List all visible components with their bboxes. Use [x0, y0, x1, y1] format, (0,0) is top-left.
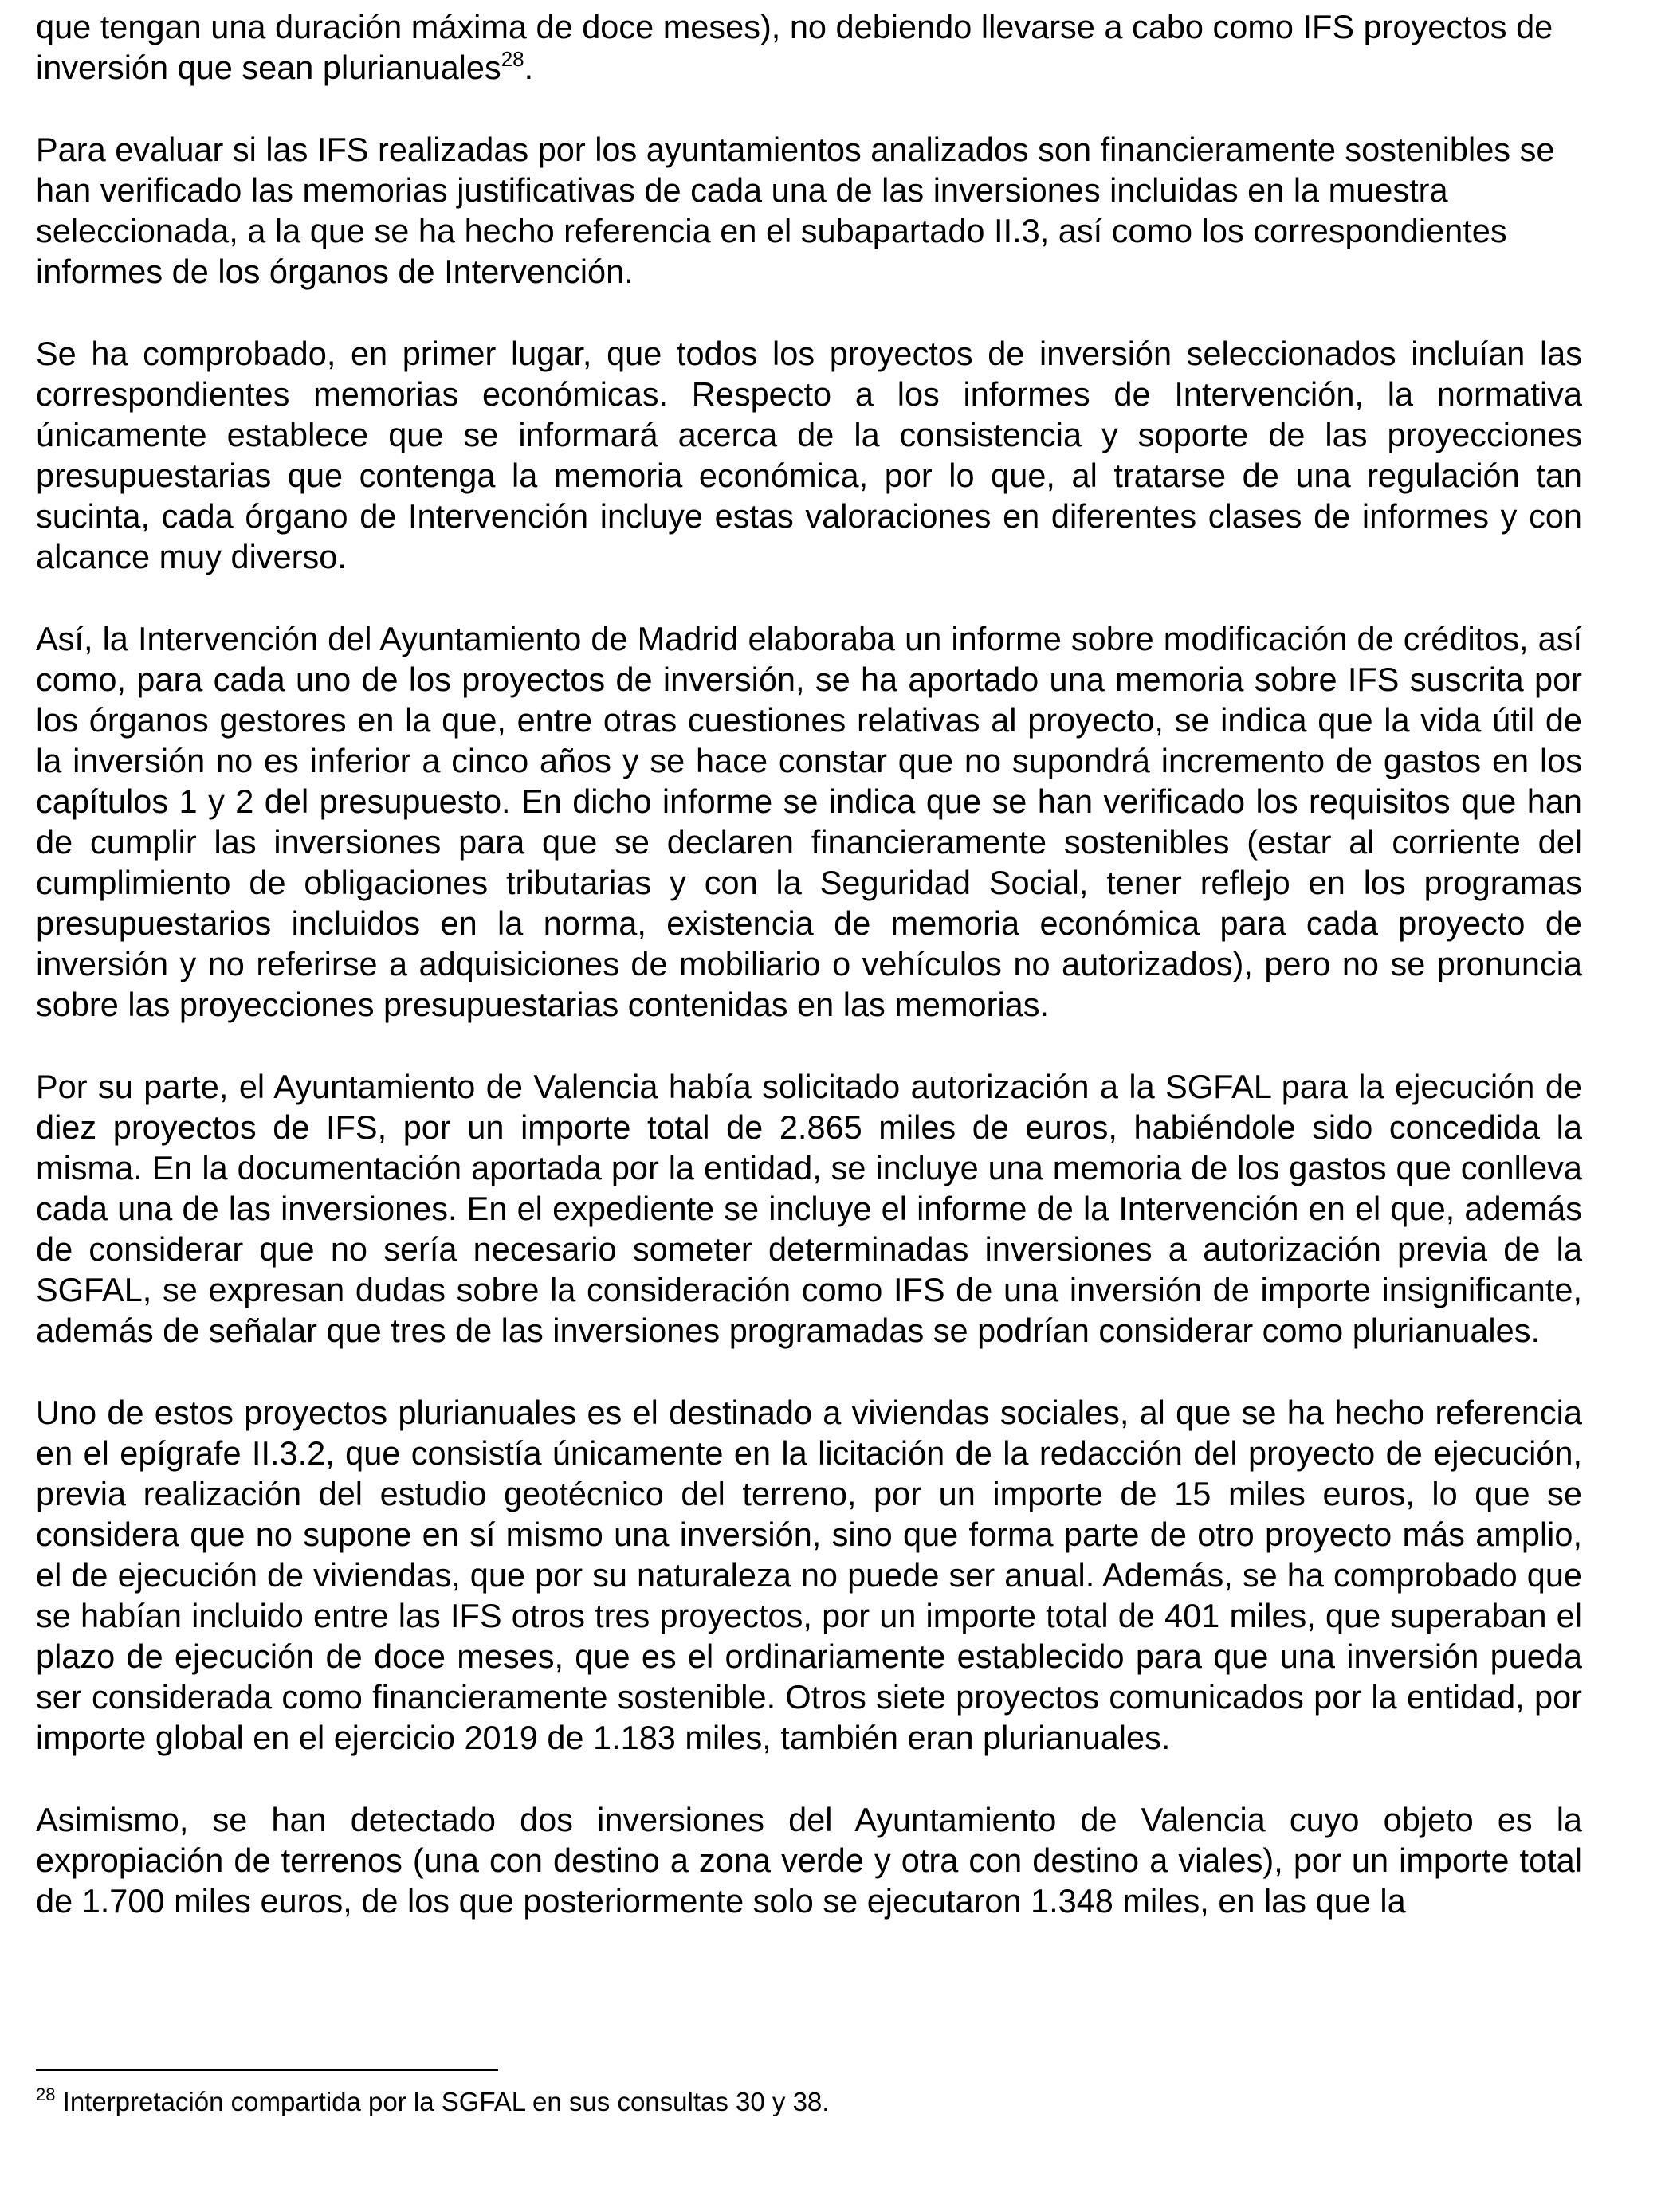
footnote-separator — [36, 2069, 498, 2071]
footnote-text: Interpretación compartida por la SGFAL en sus consultas 30 y 38. — [55, 2087, 830, 2116]
paragraph-1 — [36, 6, 1582, 88]
paragraph-7: Asimismo, se han detectado dos inversiones del Ayuntamiento de Valencia cuyo objeto es la expropiación de terrenos (una con destino a zona verde y otra con destino a viales), por un importe total de 1.700 miles euros, de los que posteriormente solo se ejecutaron 1.348 miles, en las que la — [36, 1801, 1582, 1920]
footnote — [36, 2086, 1550, 2118]
footnote-number: 28 — [36, 2085, 56, 2104]
document-body — [36, 6, 1582, 1963]
paragraph-4: Así, la Intervención del Ayuntamiento de Madrid elaboraba un informe sobre modificación de créditos, así como, para cada uno de los proyectos de inversión, se ha aportado una memoria sobre IFS suscrita por los órganos gestores en la que, entre otras cuestiones relativas al proyecto, se indica que la vida útil de la inversión no es inferior a cinco años y se hace constar que no supondrá incremento de gastos en los capítulos 1 y 2 del presupuesto. En dicho informe se indica que se han verificado los requisitos que han de cumplir las inversiones para que se declaren financieramente sostenibles (estar al corriente del cumplimiento de obligaciones tributarias y con la Seguridad Social, tener reflejo en los programas presupuestarios incluidos en la norma, existencia de memoria económica para cada proyecto de inversión y no referirse a adquisiciones de mobiliario o vehículos no autorizados), pero no se pronuncia sobre las proyecciones presupuestarias contenidas en las memorias. — [36, 620, 1582, 1023]
paragraph-1-text: que tengan una duración máxima de doce meses), no debiendo llevarse a cabo como IFS proyectos de inversión que sean plurianuales — [36, 8, 1553, 86]
paragraph-2: Para evaluar si las IFS realizadas por los ayuntamientos analizados son financieramente sostenibles se han verificado las memorias justificativas de cada una de las inversiones incluidas en la muestra seleccionada, a la que se ha hecho referencia en el subapartado II.3, así como los correspondientes informes de los órganos de Intervención. — [36, 131, 1555, 290]
paragraph-3: Se ha comprobado, en primer lugar, que todos los proyectos de inversión seleccionados incluían las correspondientes memorias económicas. Respecto a los informes de Intervención, la normativa únicamente establece que se informará acerca de la consistencia y soporte de las proyecciones presupuestarias que contenga la memoria económica, por lo que, al tratarse de una regulación tan sucinta, cada órgano de Intervención incluye estas valoraciones en diferentes clases de informes y con alcance muy diverso. — [36, 335, 1582, 575]
paragraph-6: Uno de estos proyectos plurianuales es el destinado a viviendas sociales, al que se ha hecho referencia en el epígrafe II.3.2, que consistía únicamente en la licitación de la redacción del proyecto de ejecución, previa realización del estudio geotécnico del terreno, por un importe de 15 miles euros, lo que se considera que no supone en sí mismo una inversión, sino que forma parte de otro proyecto más amplio, el de ejecución de viviendas, que por su naturaleza no puede ser anual. Además, se ha comprobado que se habían incluido entre las IFS otros tres proyectos, por un importe total de 401 miles, que superaban el plazo de ejecución de doce meses, que es el ordinariamente establecido para que una inversión pueda ser considerada como financieramente sostenible. Otros siete proyectos comunicados por la entidad, por importe global en el ejercicio 2019 de 1.183 miles, también eran plurianuales. — [36, 1394, 1582, 1756]
paragraph-1-text-end: . — [524, 49, 534, 86]
paragraph-5: Por su parte, el Ayuntamiento de Valencia había solicitado autorización a la SGFAL para la ejecución de diez proyectos de IFS, por un importe total de 2.865 miles de euros, habiéndole sido concedida la misma. En la documentación aportada por la entidad, se incluye una memoria de los gastos que conlleva cada una de las inversiones. En el expediente se incluye el informe de la Intervención en el que, además de considerar que no sería necesario someter determinadas inversiones a autorización previa de la SGFAL, se expresan dudas sobre la consideración como IFS de una inversión de importe insignificante, además de señalar que tres de las inversiones programadas se podrían considerar como plurianuales. — [36, 1068, 1582, 1349]
footnote-reference[interactable]: 28 — [501, 47, 524, 71]
